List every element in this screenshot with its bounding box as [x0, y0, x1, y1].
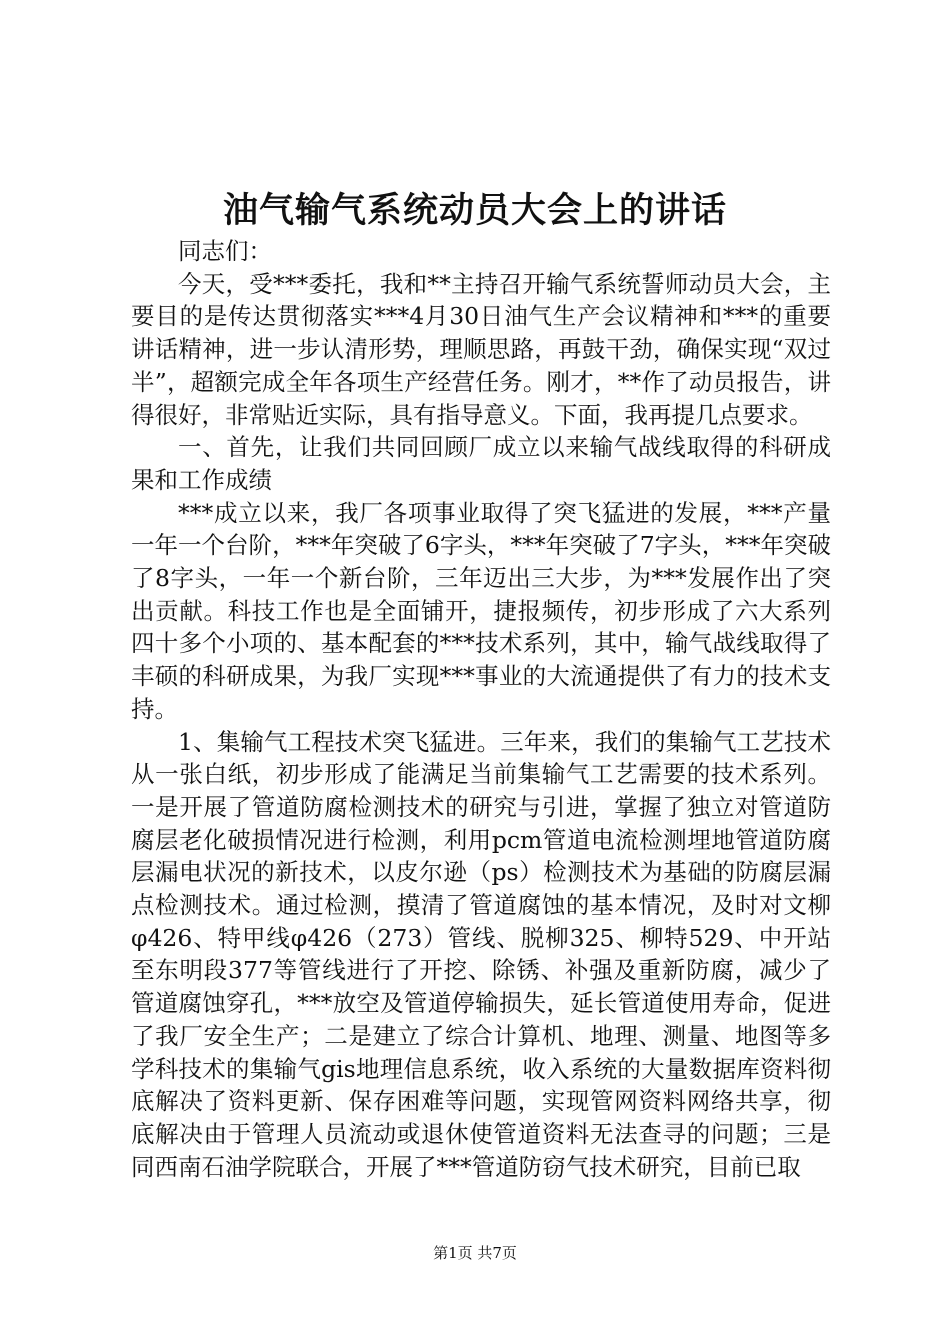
page-footer: 第1页 共7页 [433, 1244, 517, 1262]
document-title: 油气输气系统动员大会上的讲话 [222, 190, 727, 231]
body-paragraph: 1、集输气工程技术突飞猛进。三年来，我们的集输气工艺技术从一张白纸，初步形成了能满足当前集输气工艺需要的技术系列。一是开展了管道防腐检测技术的研究与引进，掌握了独立对管道防腐层老化破损情况进行检测，利用pcm管道电流检测埋地管道防腐层漏电状况的新技术，以皮尔逊（ps）检测技术为基础的防腐层漏点检测技术。通过检测，摸清了管道腐蚀的基本情况，及时对文柳φ426、特甲线φ426（273）管线、脱柳325、柳特529、中开站至东明段377等管线进行了开挖、除锈、补强及重新防腐，减少了管道腐蚀穿孔，***放空及管道停输损失，延长管道使用寿命，促进了我厂安全生产；二是建立了综合计算机、地理、测量、地图等多学科技术的集输气gis地理信息系统，收入系统的大量数据库资料彻底解决了资料更新、保存困难等问题，实现管网资料网络共享，彻底解决由于管理人员流动或退休使管道资料无法查寻的问题；三是同西南石油学院联合，开展了***管道防窃气技术研究，目前已取 [131, 727, 831, 1181]
section-heading-paragraph: 一、首先，让我们共同回顾厂成立以来输气战线取得的科研成果和工作成绩 [131, 433, 831, 494]
salutation-paragraph: 同志们： [178, 237, 272, 265]
body-paragraph: ***成立以来，我厂各项事业取得了突飞猛进的发展，***产量一年一个台阶，***年突破了6字头，***年突破了7字头，***年突破了8字头，一年一个新台阶，三年迈出三大步，为***发展作出了突出贡献。科技工作也是全面铺开，捷报频传，初步形成了六大系列四十多个小项的、基本配套的***技术系列，其中，输气战线取得了丰硕的科研成果，为我厂实现***事业的大流通提供了有力的技术支持。 [131, 498, 831, 723]
body-paragraph: 今天，受***委托，我和**主持召开输气系统誓师动员大会，主要目的是传达贯彻落实***4月30日油气生产会议精神和***的重要讲话精神，进一步认清形势，理顺思路，再鼓干劲，确保实现“双过半”，超额完成全年各项生产经营任务。刚才，**作了动员报告，讲得很好，非常贴近实际，具有指导意义。下面，我再提几点要求。 [131, 269, 831, 429]
document-body [131, 235, 831, 1183]
